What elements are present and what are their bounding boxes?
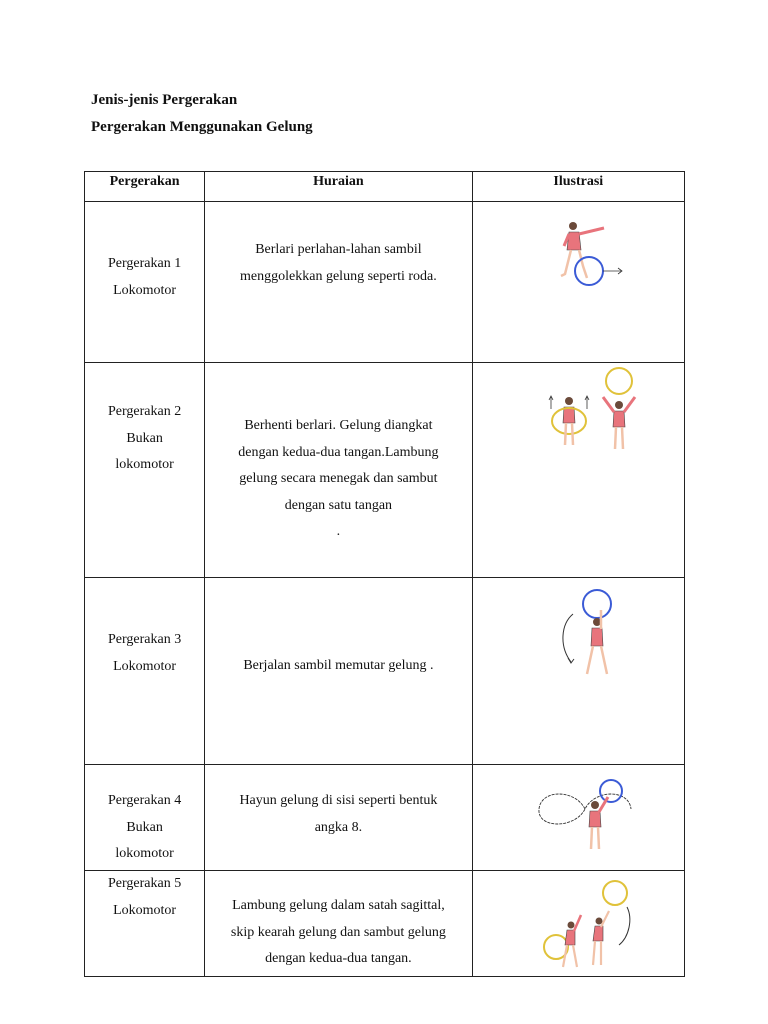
header-ilustrasi: Ilustrasi [472, 172, 684, 202]
description-line: Hayun gelung di sisi seperti bentuk [239, 793, 438, 808]
table-header-row [85, 172, 685, 202]
description-cell [205, 202, 472, 363]
movement-type: Lokomotor [113, 658, 177, 674]
description-line: Berjalan sambil memutar gelung . [243, 658, 434, 673]
description-cell [205, 363, 472, 578]
gymnast-tossing-hoop-illustration [543, 875, 643, 973]
movement-name: Pergerakan 1 [107, 256, 182, 271]
header-pergerakan: Pergerakan [85, 172, 205, 202]
gymnast-spinning-hoop-illustration [557, 584, 627, 688]
description-cell [205, 871, 472, 977]
description-line: angka 8. [314, 819, 363, 835]
document-subtitle: Pergerakan Menggunakan Gelung [91, 119, 313, 135]
movement-name: Pergerakan 5 [107, 876, 182, 891]
document-title: Jenis-jenis Pergerakan [91, 92, 238, 108]
movement-name: Pergerakan 4 [107, 793, 182, 808]
description-line: dengan kedua-dua tangan.Lambung [238, 444, 439, 460]
table-row [85, 202, 685, 363]
illustration-cell [472, 871, 684, 977]
illustration-cell [472, 363, 684, 578]
description-line: menggolekkan gelung seperti roda. [240, 268, 437, 284]
movement-name: Pergerakan 3 [107, 632, 182, 647]
description-line: Berhenti berlari. Gelung diangkat [244, 418, 433, 433]
movement-type: Bukan [126, 819, 163, 835]
description-cell [205, 765, 472, 871]
illustration-cell [472, 765, 684, 871]
description-cell [205, 578, 472, 765]
gymnast-lifting-hoop-illustration [547, 367, 647, 467]
movements-table [84, 171, 685, 977]
movement-name: Pergerakan 2 [107, 404, 182, 419]
table-row [85, 765, 685, 871]
description-line: Berlari perlahan-lahan sambil [255, 242, 422, 257]
movement-cell [85, 202, 205, 363]
gymnast-rolling-hoop-illustration [559, 216, 629, 291]
illustration-cell [472, 202, 684, 363]
description-line: dengan satu tangan [284, 497, 393, 513]
description-line: skip kearah gelung dan sambut gelung [230, 924, 446, 940]
movement-cell [85, 765, 205, 871]
movement-type: lokomotor [115, 846, 174, 861]
table-row [85, 578, 685, 765]
description-line: . [336, 524, 341, 539]
description-line: dengan kedua-dua tangan. [265, 951, 412, 966]
movement-type: Lokomotor [113, 902, 177, 918]
movement-type: Lokomotor [113, 282, 177, 298]
movement-cell [85, 871, 205, 977]
description-line: Lambung gelung dalam satah sagittal, [232, 898, 445, 913]
header-huraian: Huraian [205, 172, 472, 202]
description-line: gelung secara menegak dan sambut [239, 471, 438, 486]
movement-type: Bukan [126, 430, 163, 446]
gymnast-figure-eight-illustration [535, 775, 635, 855]
table-row [85, 363, 685, 578]
movement-cell [85, 363, 205, 578]
table-row [85, 871, 685, 977]
illustration-cell [472, 578, 684, 765]
movement-cell [85, 578, 205, 765]
movement-type: lokomotor [115, 457, 174, 472]
